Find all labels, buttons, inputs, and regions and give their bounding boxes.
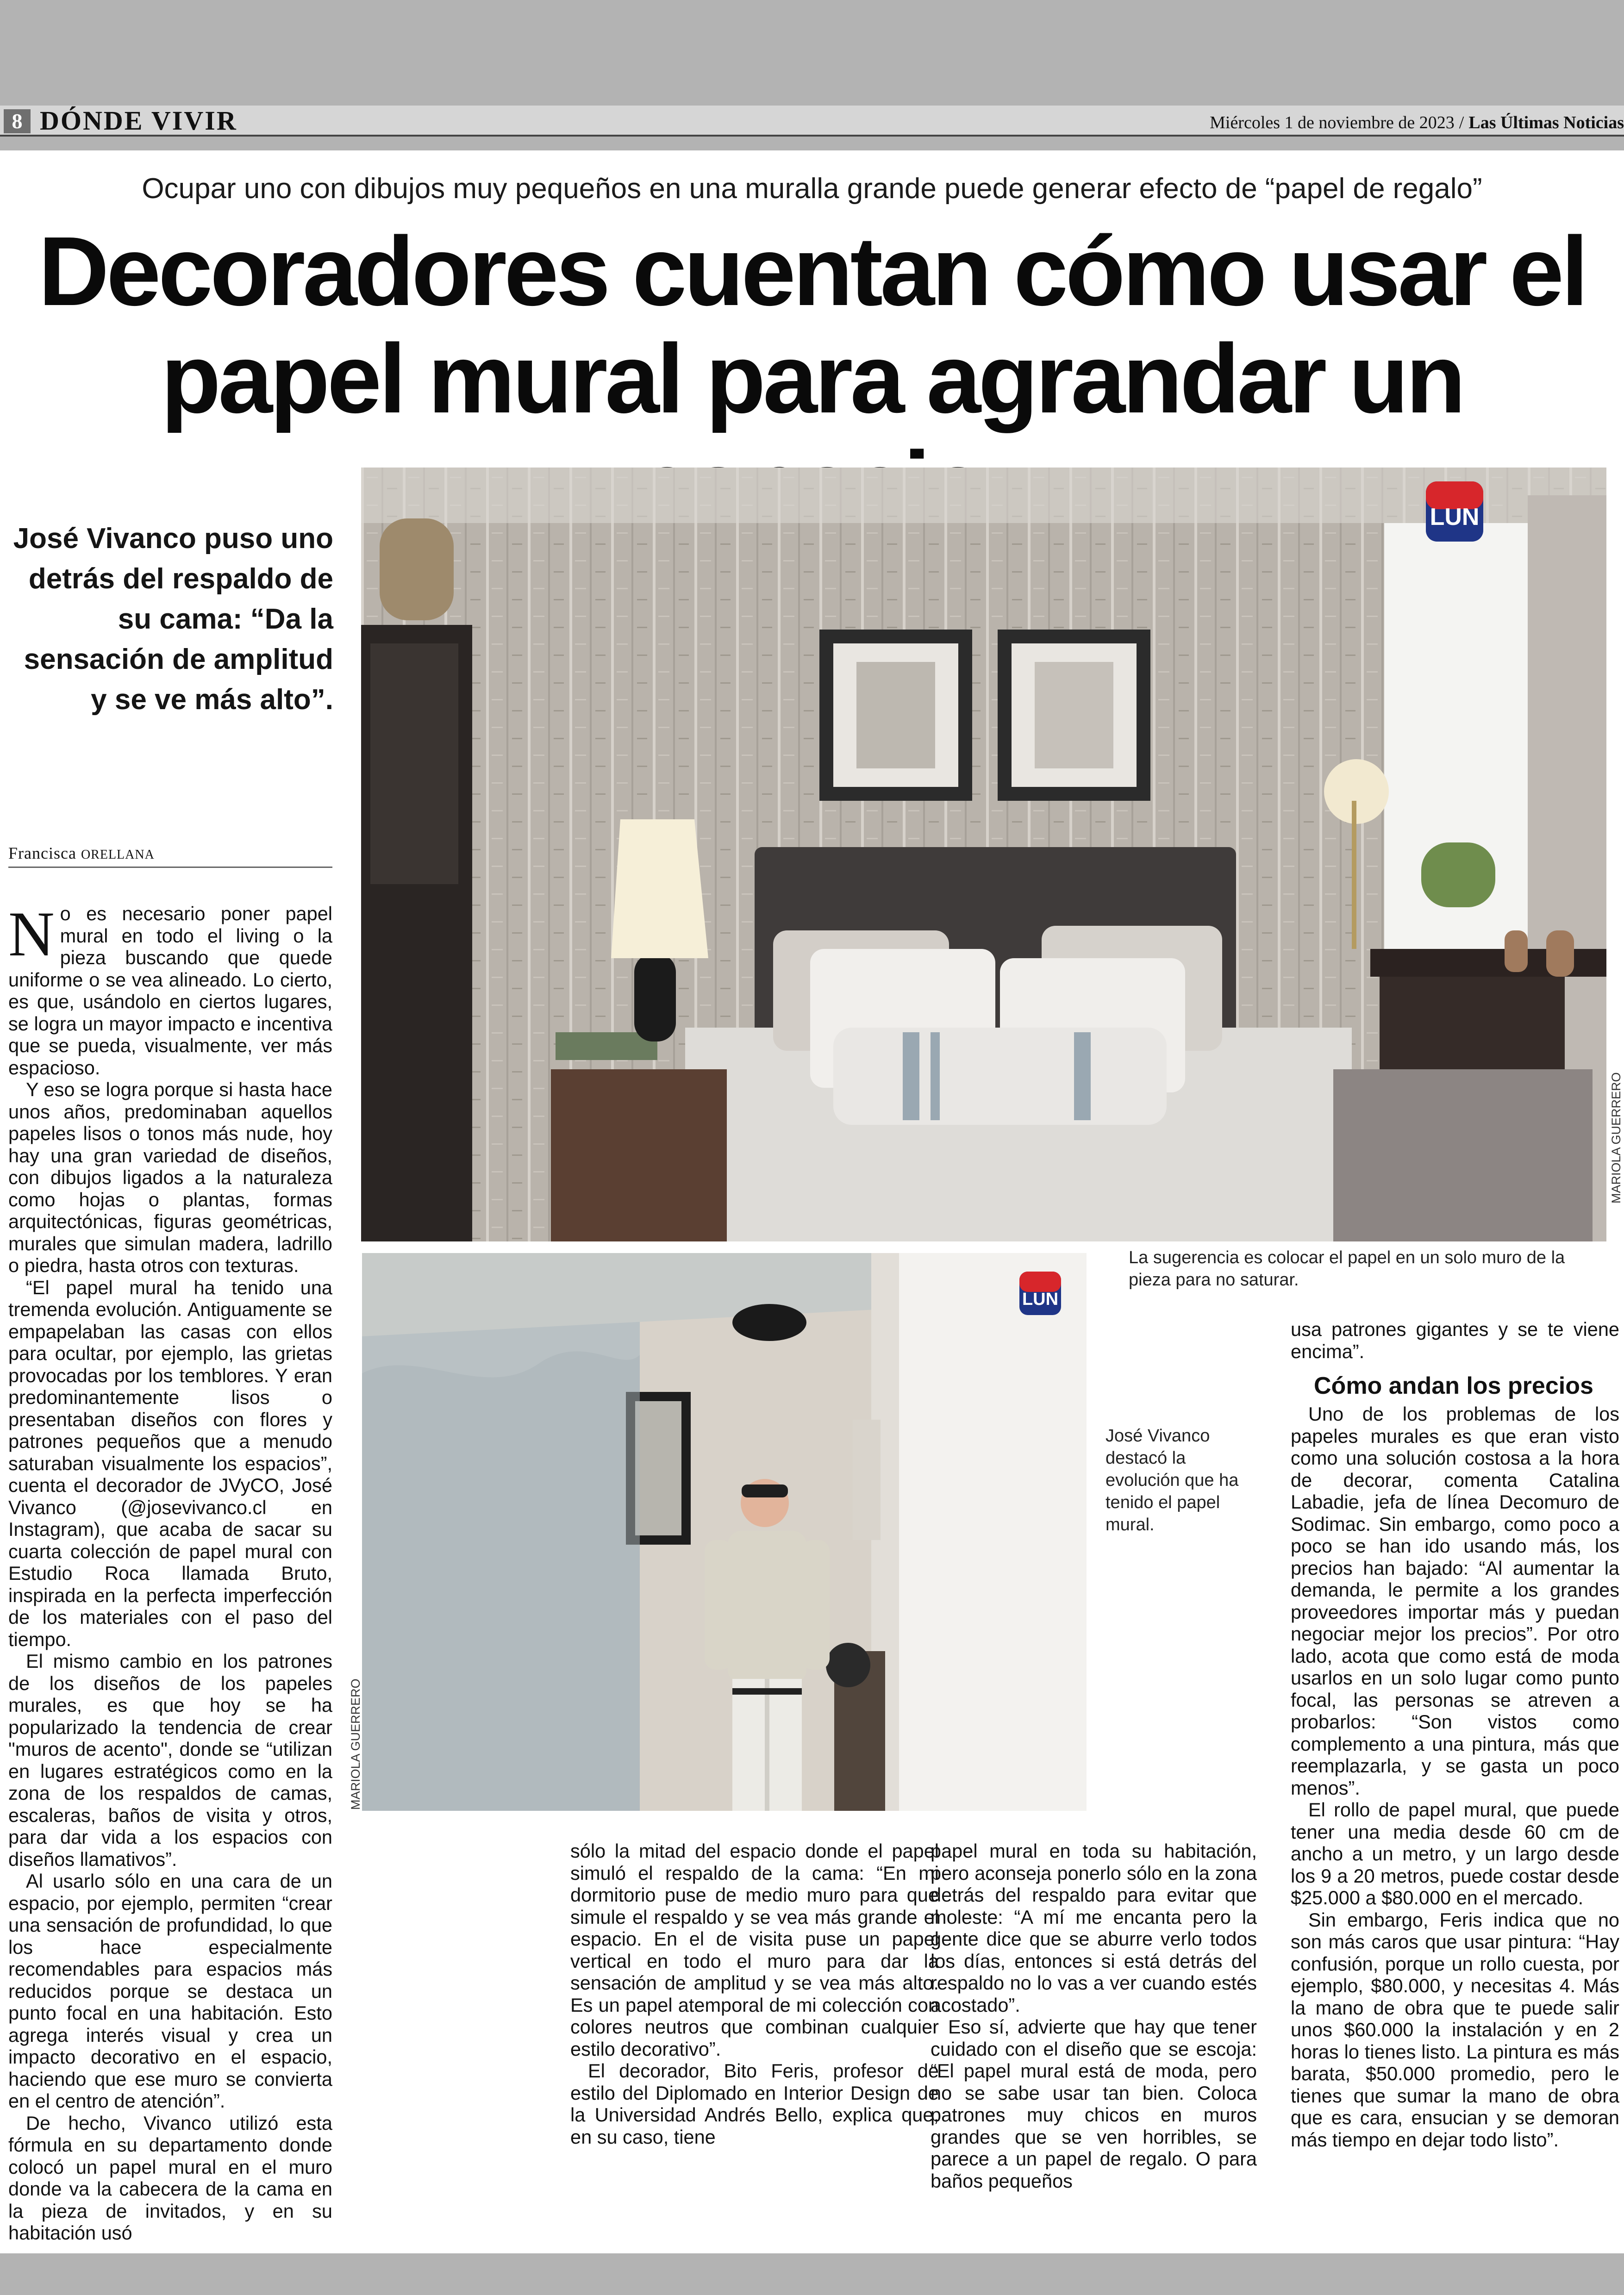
article-paragraph-13: El rollo de papel mural, que puede tener una media desde 60 cm de ancho a un metro, y un largo desde los 9 a 20 metros, puede costar desde $25.000 a $80.000 en el mercado. [1291,1799,1619,1908]
article-paragraph-5: Al usarlo sólo en una cara de un espacio, por ejemplo, permiten “crear una sensación de profundidad, lo que los hace especialmente recomendables para espacios más reducidos porque se destaca un punto focal en una habitación. Esto agrega interés visual y crea un impacto decorativo en el espacio, haciendo que ese muro se convierta en el centro de atención”. [8,1870,332,2112]
article-column-2 [570,1840,939,2148]
article-kicker: Ocupar uno con dibujos muy pequeños en una muralla grande puede generar efecto de “papel de regalo” [142,173,1482,205]
vivanco-illustration [362,1253,1087,1811]
article-paragraph-2: Y eso se logra porque si hasta hace unos años, predominaban aquellos papeles lisos o tonos más nude, hoy hay una gran variedad de diseños, con dibujos ligados a la naturaleza como hojas o plantas, formas arquitectónicas, figuras geométricas, murales que simulan madera, ladrillo o piedra, hasta otros con texturas. [8,1079,332,1276]
article-column-4 [1291,1318,1619,2151]
bedroom-illustration [361,468,1606,1241]
lun-logo-text-2: LUN [1022,1290,1059,1309]
header-rule [0,135,1624,137]
byline-first-name: Francisca [8,844,76,862]
photo2-credit: MARIOLA GUERRERO [349,1678,362,1810]
article-paragraph-11: usa patrones gigantes y se te viene encima”. [1291,1318,1619,1362]
article-paragraph-12: Uno de los problemas de los papeles murales es que eran visto como una solución costosa a la hora de decorar, comenta Catalina Labadie, jefa de línea Decomuro de Sodimac. Sin embargo, como poco a poco se han ido usando más, los precios han bajado: “Al aumentar la demanda, le permite a los grandes proveedores importar más y puedan negociar mejor los precios”. Por otro lado, acota que como está de moda usarlos en un solo lugar como punto focal, las personas se atreven a probarlos: “Son vistos como complemento a una pintura, más que reemplazarla, y se gasta un poco menos”. [1291,1403,1619,1799]
drop-cap: N [8,898,55,969]
article-paragraph-7: sólo la mitad del espacio donde el papel simuló el respaldo de la cama: “En mi dormitorio puse de medio muro para que simule el respaldo y se vea más grande el espacio. En el de visita puse un papel vertical en todo el muro para dar la sensación de amplitud y se vea más alto. Es un papel atemporal de mi colección con colores neutros que combinan cualquier estilo decorativo”. [570,1840,939,2060]
lun-logo-top-2 [1019,1272,1061,1292]
dateline-separator: / [1459,113,1464,132]
bottom-margin-band [0,2253,1624,2295]
article-paragraph-3: “El papel mural ha tenido una tremenda evolución. Antiguamente se empapelaban las casas con ellos para ocultar, por ejemplo, las grietas provocadas por los temblores. Y eran predominantemente lisos o presentaban diseños con flores y patrones pequeños que a menudo saturaban visualmente los espacios”, cuenta el decorador de JVyCO, José Vivanco (@josevivanco.cl en Instagram), que acaba de sacar su cuarta colección de papel mural con Estudio Roca llamada Bruto, inspirada en la perfecta imperfección de los materiales con el paso del tiempo. [8,1276,332,1650]
page-number: 8 [4,109,31,133]
headline-line-2: papel mural para agrandar un [161,324,1463,433]
article-paragraph-6: De hecho, Vivanco utilizó esta fórmula en su departamento donde colocó un papel mural en el muro donde va la cabecera de la cama en la pieza de invitados, y en su habitación usó [8,2112,332,2244]
photo2-caption: José Vivanco destacó la evolución que ha tenido el papel mural. [1106,1426,1239,1534]
pull-quote: José Vivanco puso uno detrás del respaldo de su cama: “Da la sensación de amplitud y se ve más alto”. [13,523,333,716]
photo1-caption: La sugerencia es colocar el papel en un solo muro de la pieza para no saturar. [1129,1248,1565,1290]
byline [8,842,332,868]
publication-name: Las Últimas Noticias [1468,113,1624,132]
article-paragraph-9: papel mural en toda su habitación, pero aconseja ponerlo sólo en la zona detrás del respaldo para evitar que moleste: “A mí me encanta pero la gente dice que se aburre verlo todos los días, entonces si está detrás del respaldo no lo vas a ver cuando estés acostado”. [931,1840,1257,2016]
article-paragraph-1-text: o es necesario poner papel mural en todo el living o la pieza buscando que quede uniforme o se vea alineado. Lo cierto, es que, usándolo en ciertos lugares, se logra un mayor impacto e incentiva que se pueda, visualmente, ver más espacioso. [8,903,332,1079]
headline-line-1: Decoradores cuentan cómo usar el [38,216,1586,326]
photo1-credit: MARIOLA GUERRERO [1609,1072,1623,1204]
article-paragraph-10: Eso sí, advierte que hay que tener cuidado con el diseño que se escoja: “El papel mural está de moda, pero no se sabe usar tan bien. Coloca patrones muy chicos en muros grandes que se ven horribles, se parece a un papel de regalo. O para baños pequeños [931,2016,1257,2192]
vivanco-photo [362,1253,1087,1811]
prices-subheading: Cómo andan los precios [1314,1372,1593,1399]
article-paragraph-14: Sin embargo, Feris indica que no son más caros que usar pintura: “Hay confusión, porque un rollo cuesta, por ejemplo, $80.000, y necesitas 4. Más la mano de obra que te puede salir unos $60.000 la instalación y en 2 horas lo tienes listo. La pintura es más barata, $50.000 promedio, pero le tienes que sumar la mano de obra que es cara, ensucian y se demoran más tiempo en dejar todo listo”. [1291,1908,1619,2151]
byline-last-name: ORELLANA [81,848,155,862]
dateline [1210,111,1624,134]
article-column-1 [8,898,332,2244]
issue-date: Miércoles 1 de noviembre de 2023 [1210,113,1455,132]
article-paragraph-4: El mismo cambio en los patrones de los diseños de los papeles murales, es que hoy se ha popularizado la tendencia de crear "muros de acento", donde se “utilizan en lugares estratégicos como en la zona de los respaldos de camas, escaleras, baños de visita y otros, para dar vida a los espacios con diseños llamativos”. [8,1650,332,1870]
lun-logo-text-1: LUN [1430,504,1480,530]
article-paragraph-1 [8,898,332,1079]
bedroom-photo [361,468,1606,1241]
article-column-3 [931,1840,1257,2192]
section-title: DÓNDE VIVIR [40,106,237,136]
article-paragraph-8: El decorador, Bito Feris, profesor de estilo del Diplomado en Interior Design de la Universidad Andrés Bello, explica que, en su caso, tiene [570,2060,939,2148]
